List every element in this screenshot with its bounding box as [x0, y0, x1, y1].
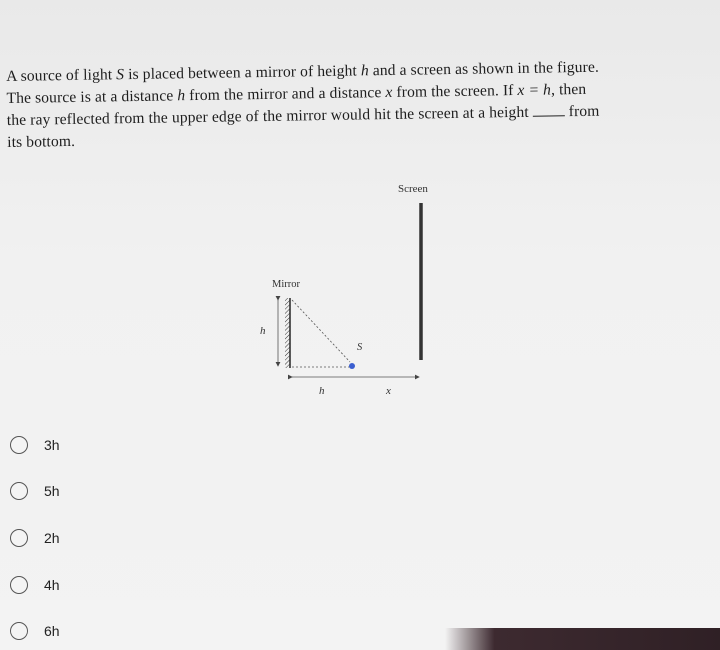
mirror-label: Mirror — [272, 279, 300, 290]
option-4h[interactable]: 4h — [10, 573, 60, 597]
screen-label: Screen — [398, 183, 428, 195]
mirror-height-label: h — [260, 325, 266, 337]
option-5h[interactable]: 5h — [10, 479, 60, 503]
question-line-2: The source is at a distance h from the mirror and a distance x from the screen. If x = h, then — [6, 80, 587, 107]
option-2h[interactable]: 2h — [10, 526, 60, 550]
question-line-3: the ray reflected from the upper edge of the mirror would hit the screen at a height from — [6, 102, 600, 129]
radio-button[interactable] — [10, 529, 28, 547]
source-label: S — [357, 342, 363, 353]
distance-screen-label: x — [386, 385, 391, 397]
question-line-4: its bottom. — [7, 132, 76, 151]
reflected-ray — [292, 300, 350, 362]
distance-mirror-label: h — [319, 385, 325, 397]
radio-button[interactable] — [10, 622, 28, 640]
light-source — [349, 363, 355, 369]
question-line-1: A source of light S is placed between a mirror of height h and a screen as shown in the figure. — [6, 58, 600, 85]
screen-bezel-edge — [445, 628, 720, 650]
radio-button[interactable] — [10, 576, 28, 594]
radio-button[interactable] — [10, 436, 28, 454]
option-6h[interactable]: 6h — [10, 619, 60, 643]
radio-button[interactable] — [10, 482, 28, 500]
option-3h[interactable]: 3h — [10, 433, 60, 457]
